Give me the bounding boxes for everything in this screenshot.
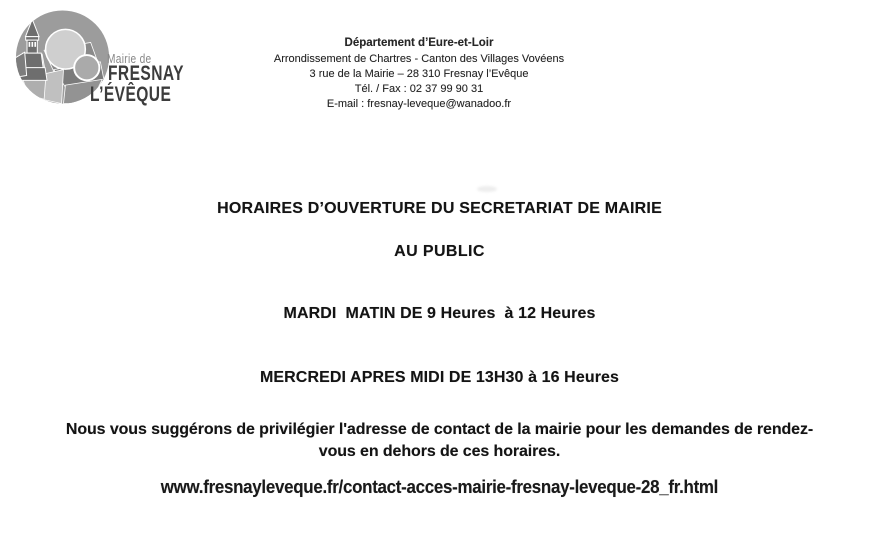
contact-note-line1: Nous vous suggérons de privilégier l'adresse de contact de la mairie pour les demandes de rendez- bbox=[65, 421, 814, 438]
website-url-text: www.fresnayleveque.fr/contact-acces-mairie-fresnay-leveque-28_fr.html bbox=[160, 477, 719, 497]
logo-title-line2: L’ÉVÊQUE bbox=[90, 83, 172, 106]
letterhead-phone: Tél. / Fax : 02 37 99 90 31 bbox=[354, 83, 484, 95]
letterhead-block bbox=[0, 36, 838, 112]
website-url bbox=[0, 477, 879, 498]
schedule-line-wednesday: MERCREDI APRES MIDI DE 13H30 à 16 Heures bbox=[259, 369, 620, 386]
letterhead-department: Département d’Eure-et-Loir bbox=[344, 37, 494, 49]
scan-smudge bbox=[477, 186, 497, 192]
letterhead-email: E-mail : fresnay-leveque@wanadoo.fr bbox=[326, 98, 512, 110]
notice-title-line2: AU PUBLIC bbox=[394, 243, 485, 260]
logo-subtitle: Mairie de bbox=[107, 51, 152, 66]
letterhead-address: 3 rue de la Mairie – 28 310 Fresnay l’Evêque bbox=[309, 68, 529, 80]
letterhead-district: Arrondissement de Chartres - Canton des Villages Vovéens bbox=[273, 53, 565, 65]
contact-note bbox=[0, 419, 879, 463]
schedule-line-tuesday: MARDI MATIN DE 9 Heures à 12 Heures bbox=[283, 305, 596, 322]
logo-title-line1: FRESNAY bbox=[108, 62, 184, 85]
contact-note-line2: vous en dehors de ces horaires. bbox=[318, 443, 561, 460]
notice-title-line1: HORAIRES D’OUVERTURE DU SECRETARIAT DE MAIRIE bbox=[217, 200, 662, 217]
